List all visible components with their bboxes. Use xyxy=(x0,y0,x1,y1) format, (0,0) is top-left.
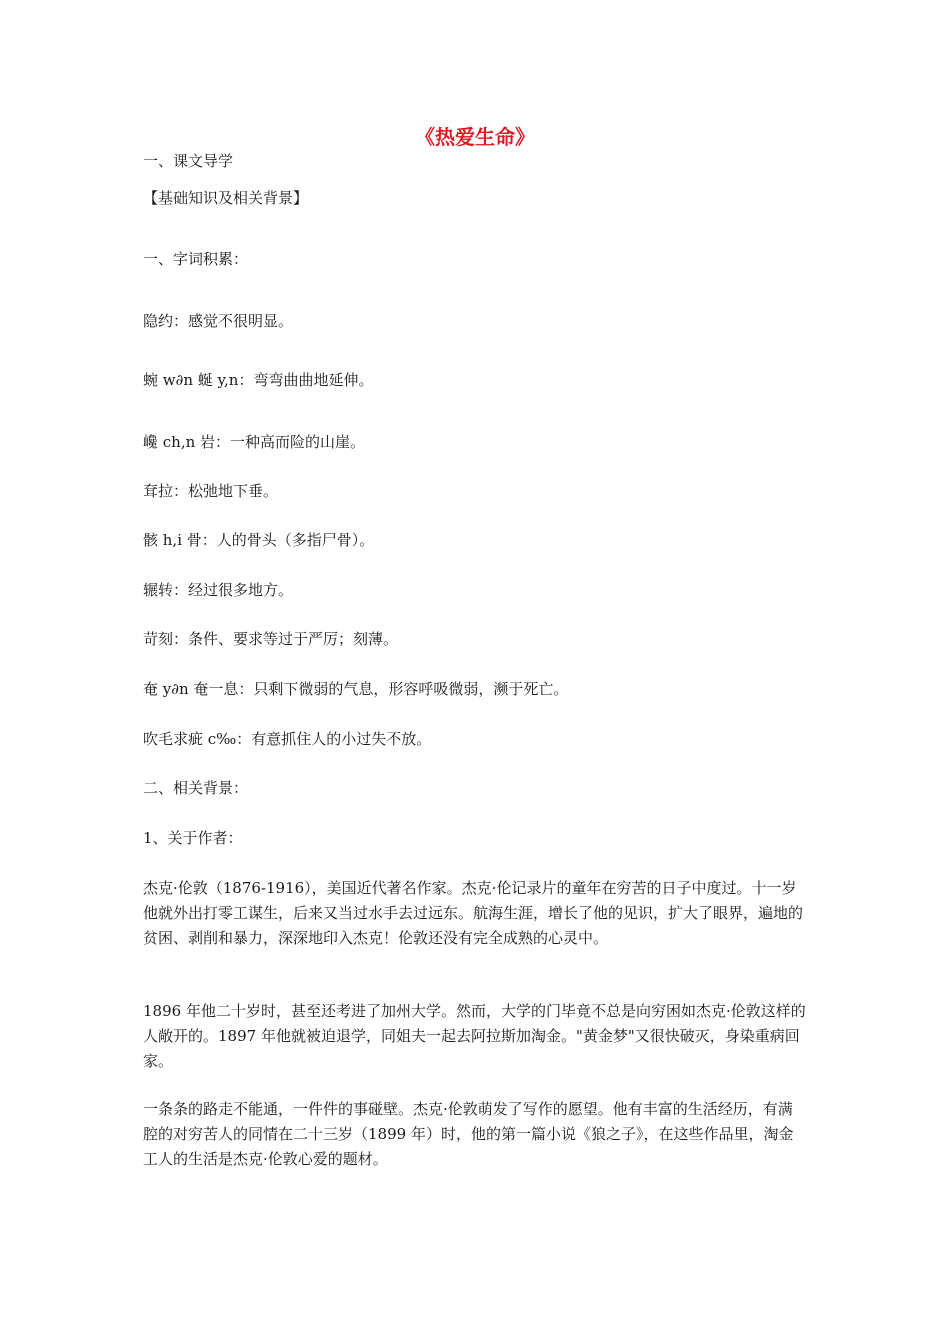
vocab-item: 巉 ch,n 岩：一种高而险的山崖。 xyxy=(143,433,366,451)
vocab-item: 隐约：感觉不很明显。 xyxy=(143,312,294,330)
vocab-item: 蜿 w∂n 蜒 y,n：弯弯曲曲地延伸。 xyxy=(143,371,374,389)
subheading-basics: 【基础知识及相关背景】 xyxy=(143,189,309,207)
author-paragraph: 杰克·伦敦（1876-1916），美国近代著名作家。杰克·伦记录片的童年在穷苦的日子中度过。十一岁他就外出打零工谋生，后来又当过水手去过远东。航海生涯，增长了他的见识，扩大了眼界，遍地的贫困、剥削和暴力，深深地印入杰克！伦敦还没有完全成熟的心灵中。 xyxy=(143,879,804,947)
author-heading: 1、关于作者： xyxy=(143,829,243,847)
vocab-heading: 一、字词积累： xyxy=(143,250,249,268)
vocab-item: 骸 h,i 骨：人的骨头（多指尸骨）。 xyxy=(143,531,375,549)
vocab-item: 吹毛求疵 c‰：有意抓住人的小过失不放。 xyxy=(143,730,432,748)
vocab-item: 苛刻：条件、要求等过于严厉；刻薄。 xyxy=(143,630,399,648)
author-paragraph: 一条条的路走不能通，一件件的事碰壁。杰克·伦敦萌发了写作的愿望。他有丰富的生活经历，有满腔的对穷苦人的同情在二十三岁（1899 年）时，他的第一篇小说《狼之子》，在这些作品里，淘金工人的生活是杰克·伦敦心爱的题材。 xyxy=(143,1100,794,1168)
background-heading: 二、相关背景： xyxy=(143,779,249,797)
vocab-item: 奄 y∂n 奄一息：只剩下微弱的气息，形容呼吸微弱，濒于死亡。 xyxy=(143,680,569,698)
vocab-item: 耷拉：松弛地下垂。 xyxy=(143,482,279,500)
author-paragraph: 1896 年他二十岁时，甚至还考进了加州大学。然而，大学的门毕竟不总是向穷困如杰克·伦敦这样的人敞开的。1897 年他就被迫退学，同姐夫一起去阿拉斯加淘金。"黄金梦"又很快破灭，身染重病回家。 xyxy=(143,1002,806,1070)
vocab-item: 辗转：经过很多地方。 xyxy=(143,581,294,599)
document-title: 《热爱生命》 xyxy=(415,125,535,149)
section-heading-guide: 一、课文导学 xyxy=(143,152,234,170)
